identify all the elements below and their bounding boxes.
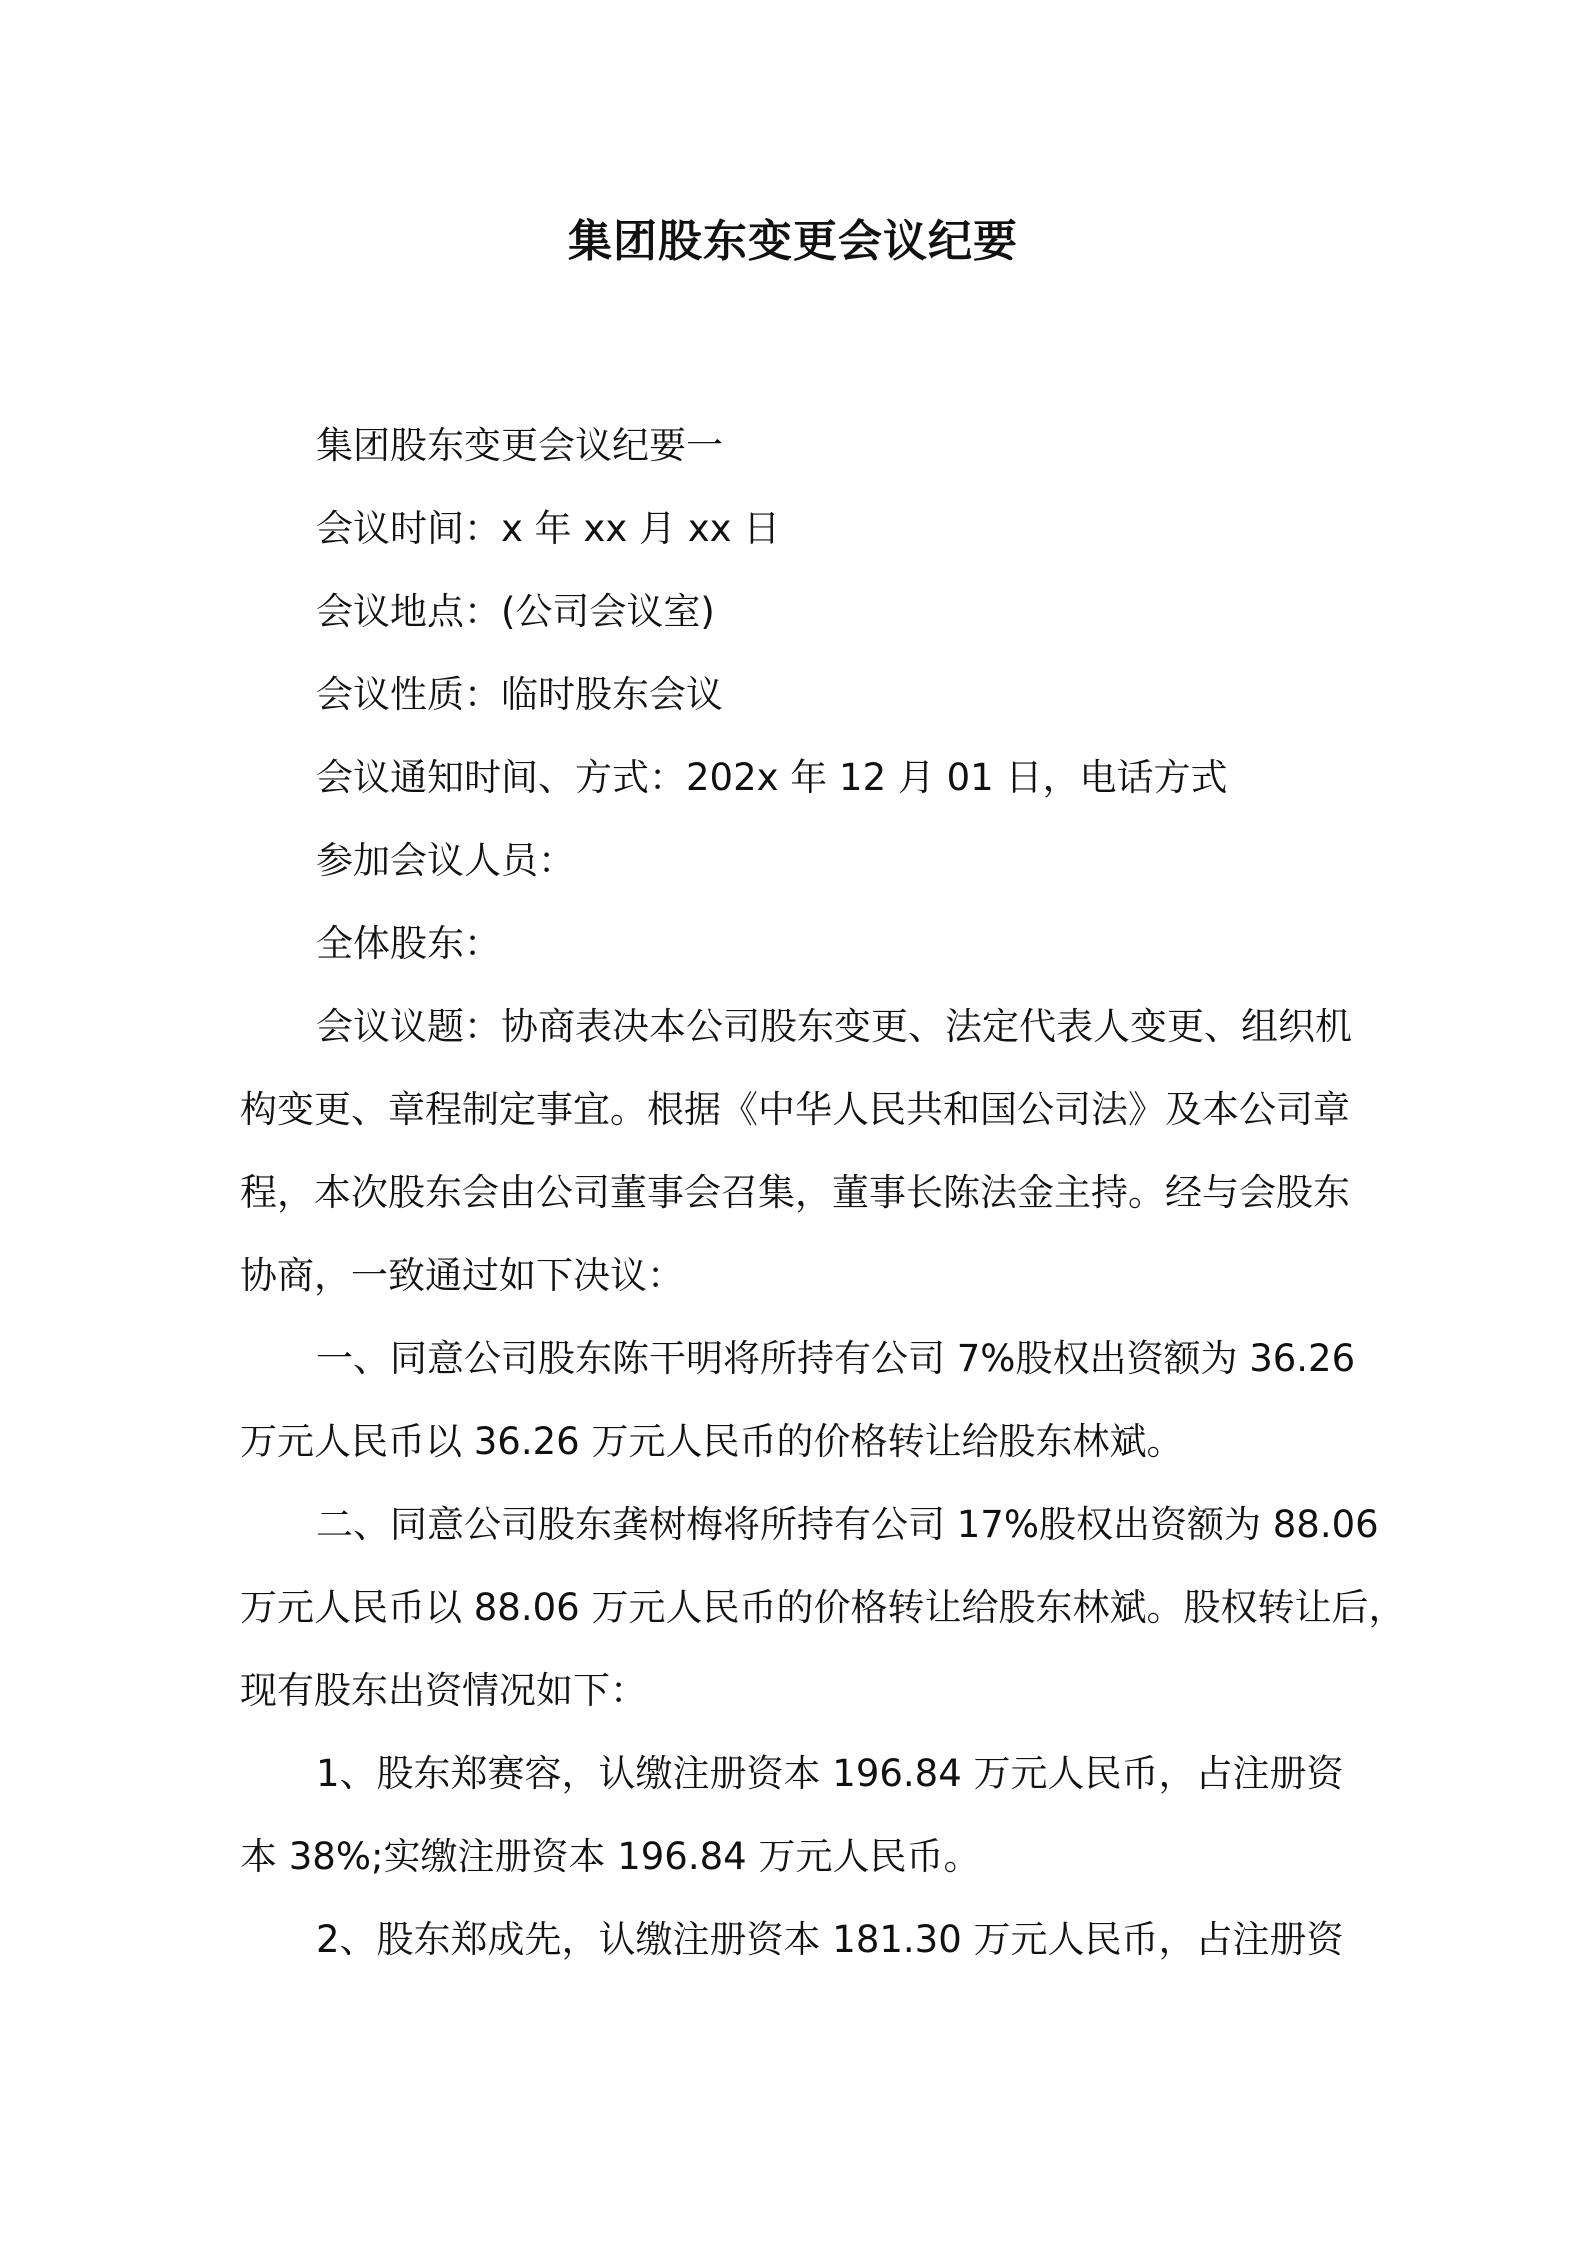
- resolution-2-line-1: 二、同意公司股东龚树梅将所持有公司 17%股权出资额为 88.06: [316, 1503, 1379, 1546]
- subtitle-line: 集团股东变更会议纪要一: [316, 424, 723, 467]
- meeting-nature-line: 会议性质：临时股东会议: [316, 673, 723, 716]
- shareholder-1-line-2: 本 38%;实缴注册资本 196.84 万元人民币。: [240, 1835, 981, 1878]
- meeting-location-line: 会议地点：(公司会议室): [316, 590, 715, 633]
- attendees-label-line: 参加会议人员：: [316, 839, 575, 882]
- shareholder-1-line-1: 1、股东郑赛容，认缴注册资本 196.84 万元人民币，占注册资: [316, 1752, 1344, 1795]
- resolution-2-line-3: 现有股东出资情况如下：: [240, 1669, 647, 1712]
- document-body: [240, 404, 1406, 1981]
- agenda-line-3: 程，本次股东会由公司董事会召集，董事长陈法金主持。经与会股东: [240, 1171, 1350, 1214]
- shareholder-2-line-1: 2、股东郑成先，认缴注册资本 181.30 万元人民币，占注册资: [316, 1918, 1344, 1961]
- notice-time-method-line: 会议通知时间、方式：202x 年 12 月 01 日，电话方式: [316, 756, 1228, 799]
- resolution-1-line-2: 万元人民币以 36.26 万元人民币的价格转让给股东林斌。: [240, 1420, 1184, 1463]
- all-shareholders-line: 全体股东：: [316, 922, 501, 965]
- resolution-2-line-2: 万元人民币以 88.06 万元人民币的价格转让给股东林斌。股权转让后，: [240, 1586, 1406, 1629]
- document-title: 集团股东变更会议纪要: [568, 216, 1018, 267]
- agenda-line-4: 协商，一致通过如下决议：: [240, 1254, 684, 1297]
- resolution-1-line-1: 一、同意公司股东陈干明将所持有公司 7%股权出资额为 36.26: [316, 1337, 1356, 1380]
- meeting-time-line: 会议时间：x 年 xx 月 xx 日: [316, 507, 781, 550]
- agenda-line-2: 构变更、章程制定事宜。根据《中华人民共和国公司法》及本公司章: [240, 1088, 1350, 1131]
- agenda-line-1: 会议议题：协商表决本公司股东变更、法定代表人变更、组织机: [316, 1005, 1352, 1048]
